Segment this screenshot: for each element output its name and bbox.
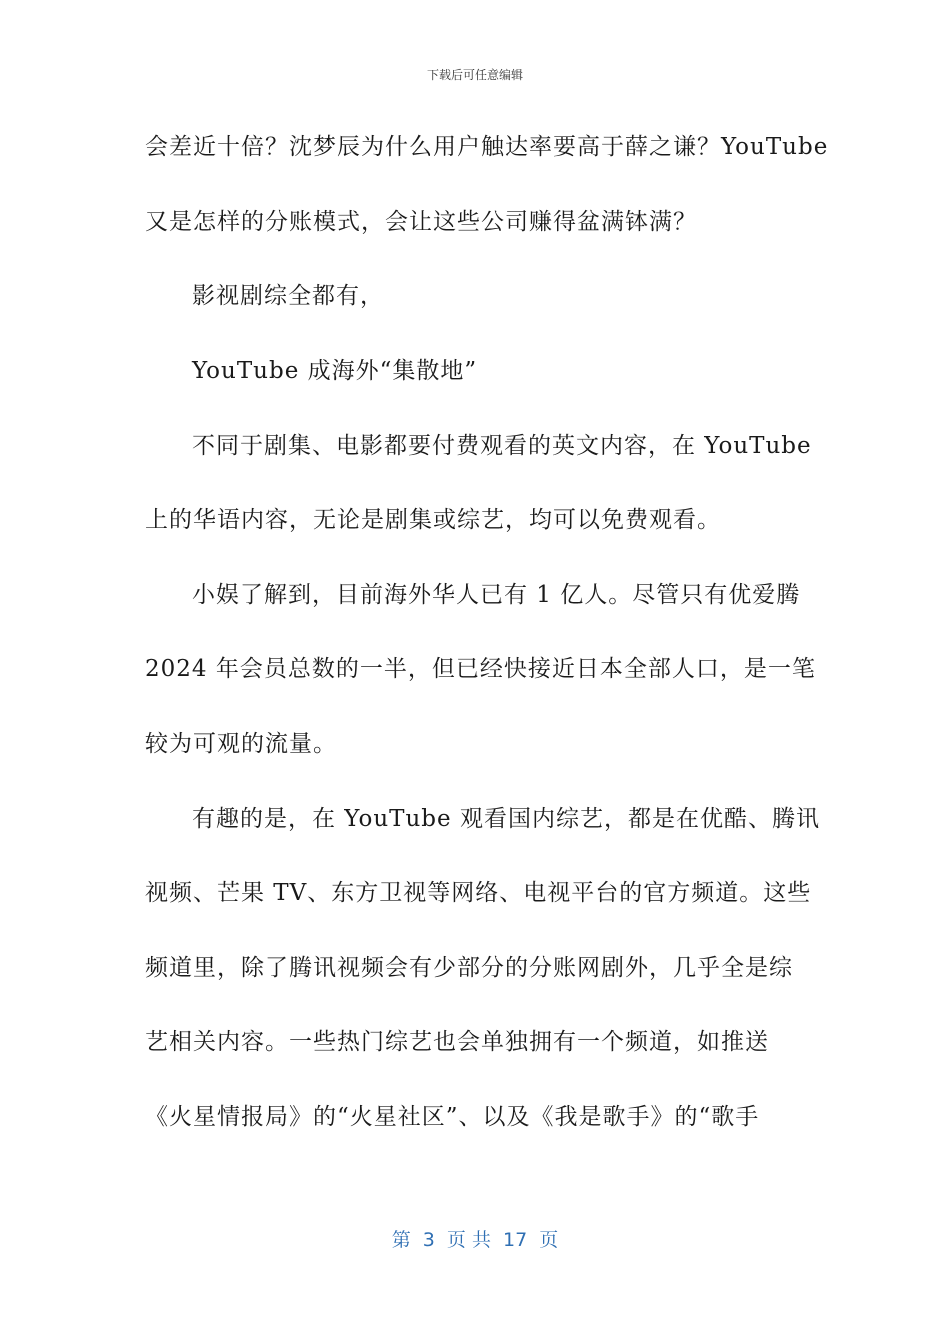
body-text-line: 视频、芒果 TV、东方卫视等网络、电视平台的官方频道。这些 [145, 880, 812, 906]
body-text-line: 有趣的是，在 YouTube 观看国内综艺，都是在优酷、腾讯 [192, 806, 820, 832]
body-text-line: 频道里，除了腾讯视频会有少部分的分账网剧外，几乎全是综 [145, 955, 793, 981]
body-text-line: 不同于剧集、电影都要付费观看的英文内容，在 YouTube [192, 433, 812, 459]
body-text-line: 《火星情报局》的“火星社区”、以及《我是歌手》的“歌手 [145, 1104, 760, 1130]
page-header: 下载后可任意编辑 [426, 68, 523, 82]
body-text-line: 会差近十倍？沈梦辰为什么用户触达率要高于薛之谦？YouTube [145, 134, 829, 160]
body-text-line: 2024 年会员总数的一半，但已经快接近日本全部人口，是一笔 [145, 656, 816, 682]
page-number-footer: 第 3 页 共 17 页 [391, 1229, 559, 1251]
body-text-line: 小娱了解到，目前海外华人已有 1 亿人。尽管只有优爱腾 [192, 582, 801, 608]
body-text-line: 又是怎样的分账模式，会让这些公司赚得盆满钵满？ [145, 209, 697, 235]
section-heading-line: 影视剧综全都有， [192, 283, 384, 309]
body-text-line: 较为可观的流量。 [145, 731, 337, 757]
body-text-line: 上的华语内容，无论是剧集或综艺，均可以免费观看。 [145, 507, 721, 533]
section-heading-line: YouTube 成海外“集散地” [192, 358, 478, 384]
body-text-line: 艺相关内容。一些热门综艺也会单独拥有一个频道，如推送 [145, 1029, 769, 1055]
